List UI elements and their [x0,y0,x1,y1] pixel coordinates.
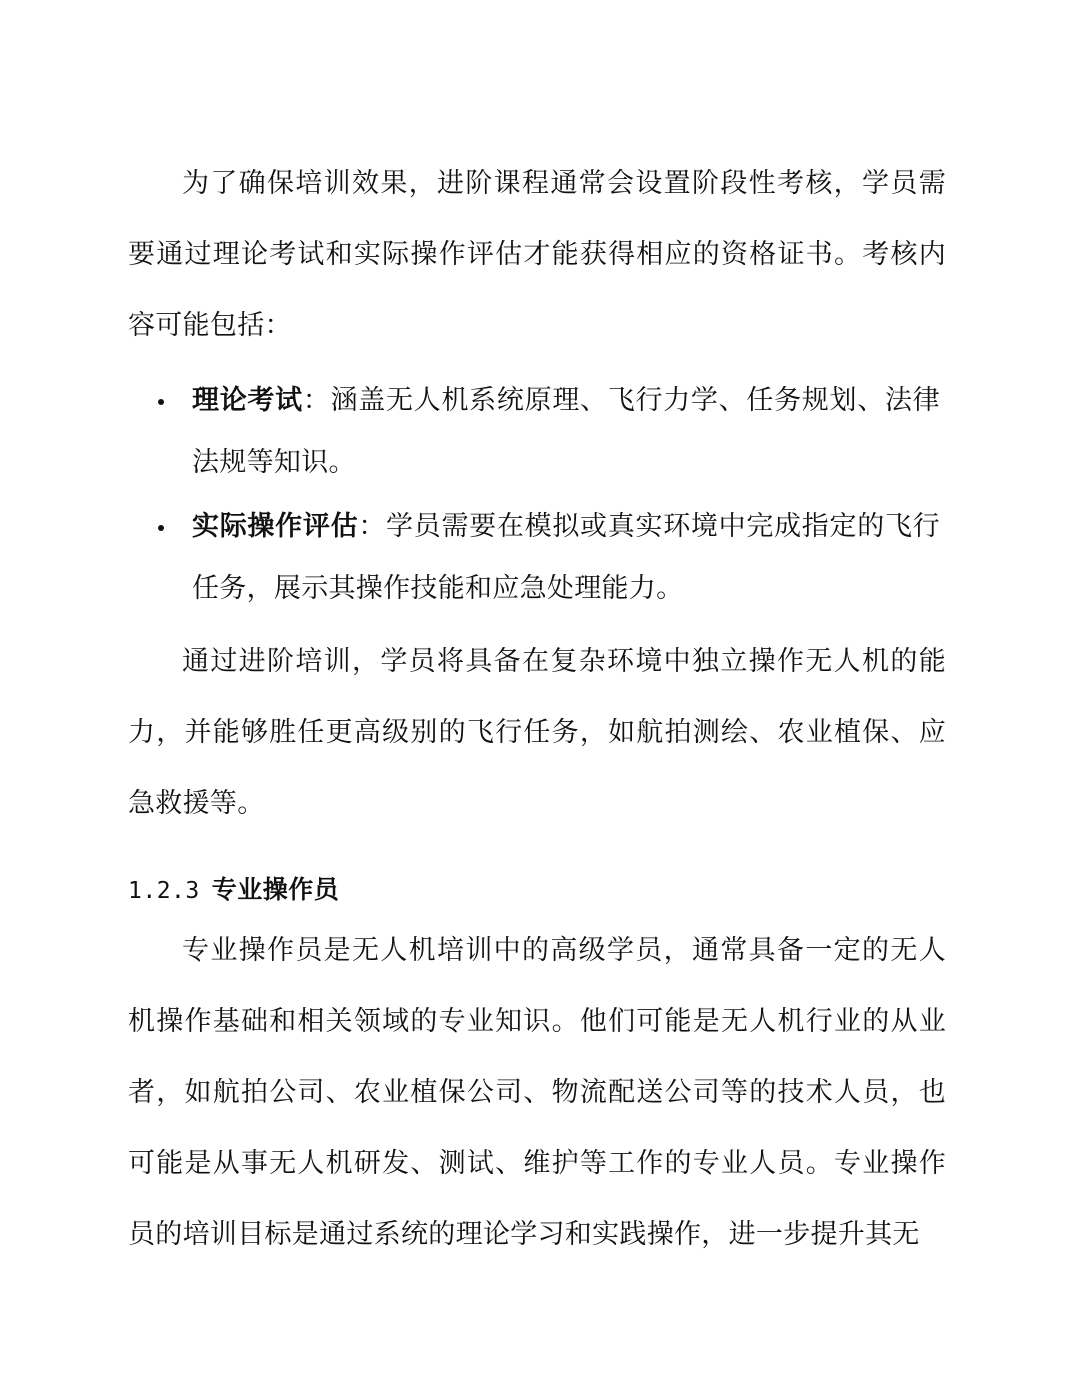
paragraph-advanced-outcome: 通过进阶培训，学员将具备在复杂环境中独立操作无人机的能力，并能够胜任更高级别的飞行任务，如航拍测绘、农业植保、应急救援等。 [128,646,946,819]
bullet-dot-icon [158,399,164,405]
section-number: 1.2.3 [128,878,200,904]
bullet-separator: ： [358,511,387,542]
paragraph-assessment-intro: 为了确保培训效果，进阶课程通常会设置阶段性考核，学员需要通过理论考试和实际操作评估才能获得相应的资格证书。考核内容可能包括： [128,168,946,341]
bullet-text: 涵盖无人机系统原理、飞行力学、任务规划、法律法规等知识。 [192,385,940,478]
bullet-text: 学员需要在模拟或真实环境中完成指定的飞行任务，展示其操作技能和应急处理能力。 [192,511,940,604]
bullet-term: 理论考试 [192,385,303,416]
section-heading [128,870,339,911]
bullet-item-theory-exam [150,370,940,494]
paragraph-professional-operator: 专业操作员是无人机培训中的高级学员，通常具备一定的无人机操作基础和相关领域的专业知识。他们可能是无人机行业的从业者，如航拍公司、农业植保公司、物流配送公司等的技术人员，也可能是从事无人机研发、测试、维护等工作的专业人员。专业操作员的培训目标是通过系统的理论学习和实践操作，进一步提升其无 [128,935,946,1250]
assessment-bullet-list [150,370,940,620]
bullet-dot-icon [158,525,164,531]
section-title: 专业操作员 [211,875,340,904]
bullet-separator: ： [302,385,331,416]
bullet-item-practical-assessment [150,496,940,620]
bullet-term: 实际操作评估 [192,511,359,542]
